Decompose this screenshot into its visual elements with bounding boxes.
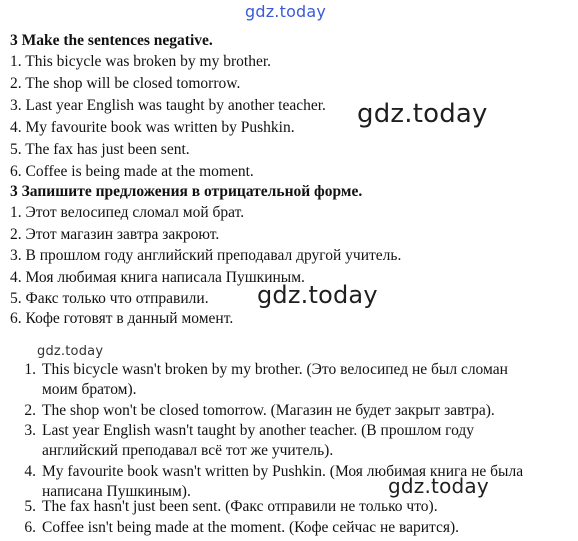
answer-number: 3. <box>24 422 36 439</box>
exercise-item-5: 5. The fax has just been sent. <box>10 141 190 158</box>
exercise-ru-item-4: 4. Моя любимая книга написала Пушкиным. <box>10 269 305 286</box>
exercise-ru-item-3: 3. В прошлом году английский преподавал другой учитель. <box>10 247 402 264</box>
answer-text-line: The shop won't be closed tomorrow. (Магазин не будет закрыт завтра). <box>42 402 495 419</box>
answer-text-line: My favourite book wasn't written by Pushkin. (Моя любимая книга не была <box>42 463 524 480</box>
exercise-ru-item-6: 6. Кофе готовят в данный момент. <box>10 310 234 327</box>
exercise-ru-item-5: 5. Факс только что отправили. <box>10 290 209 307</box>
answer-text-line: Coffee isn't being made at the moment. (Кофе сейчас не варится). <box>42 519 460 536</box>
answer-number: 2. <box>24 402 36 419</box>
exercise-item-2: 2. The shop will be closed tomorrow. <box>10 75 241 92</box>
exercise-item-1: 1. This bicycle was broken by my brother. <box>10 53 272 70</box>
watermark-bottom: gdz.today <box>388 474 489 498</box>
watermark-top: gdz.today <box>245 2 327 21</box>
answer-number: 5. <box>24 498 36 515</box>
watermark-small: gdz.today <box>37 344 104 359</box>
watermark-middle-2: gdz.today <box>257 281 378 309</box>
answer-text-line: написана Пушкиным). <box>42 483 191 500</box>
answer-text-line: Last year English wasn't taught by another teacher. (В прошлом году <box>42 422 475 439</box>
answer-number: 4. <box>24 463 36 480</box>
answer-text-line: моим братом). <box>42 381 137 398</box>
answer-text-line: This bicycle wasn't broken by my brother. (Это велосипед не был сломан <box>42 361 508 378</box>
exercise-item-4: 4. My favourite book was written by Pushkin. <box>10 119 295 136</box>
watermark-middle-1: gdz.today <box>357 99 488 129</box>
answer-number: 6. <box>24 519 36 536</box>
answer-text-line: The fax hasn't just been sent. (Факс отправили не только что). <box>42 498 438 515</box>
exercise-heading-russian: 3 Запишите предложения в отрицательной форме. <box>10 183 363 200</box>
exercise-item-3: 3. Last year English was taught by another teacher. <box>10 97 326 114</box>
exercise-heading-english: 3 Make the sentences negative. <box>10 32 213 49</box>
answer-number: 1. <box>24 361 36 378</box>
answer-text-line: английский преподавал всё тот же учитель). <box>42 442 334 459</box>
exercise-ru-item-2: 2. Этот магазин завтра закроют. <box>10 226 220 243</box>
exercise-item-6: 6. Coffee is being made at the moment. <box>10 163 254 180</box>
exercise-ru-item-1: 1. Этот велосипед сломал мой брат. <box>10 204 245 221</box>
